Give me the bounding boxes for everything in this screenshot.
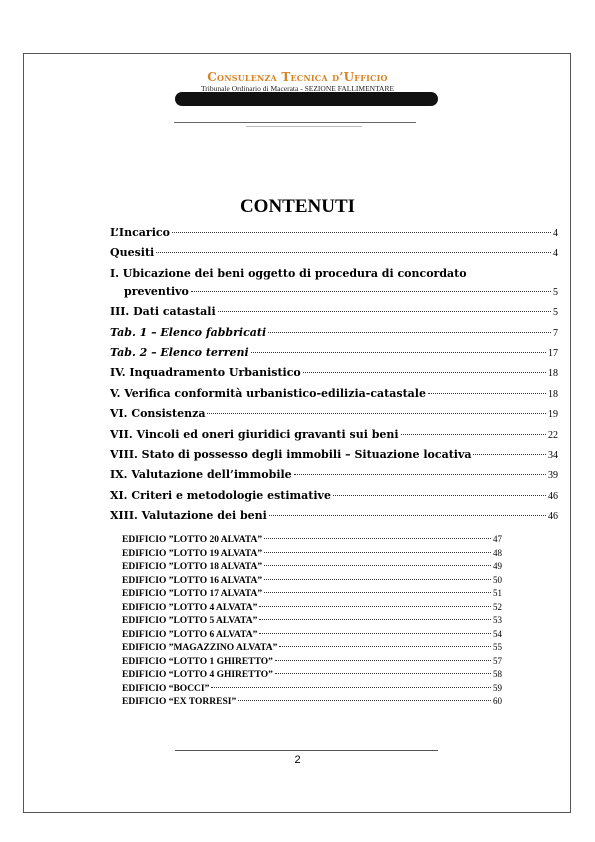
leader-dots (264, 552, 491, 553)
toc-entry[interactable] (110, 468, 558, 488)
subentry-page: 54 (493, 628, 502, 639)
toc-entry-page: 5 (553, 307, 558, 319)
subentry[interactable] (122, 683, 502, 697)
leader-dots (218, 311, 551, 312)
subentry[interactable] (122, 696, 502, 710)
leader-dots (259, 606, 491, 607)
toc-entry-page: 46 (548, 511, 558, 523)
toc-entry-label: VII. Vincoli ed oneri giuridici gravanti sui beni (110, 427, 399, 441)
leader-dots (207, 413, 546, 414)
subentry[interactable] (122, 575, 502, 589)
toc-entry-page: 4 (553, 248, 558, 260)
subentry-label: EDIFICIO “EX TORRESI” (122, 697, 237, 707)
subentry-label: EDIFICIO ”LOTTO 20 ALVATA” (122, 535, 263, 545)
subentry-page: 59 (493, 682, 502, 693)
toc-entry[interactable] (110, 407, 558, 427)
header-subtitle: Tribunale Ordinario di Macerata - SEZIONE FALLIMENTARE (200, 84, 395, 93)
toc-entry[interactable] (110, 366, 558, 386)
toc-entry-label: Tab. 1 – Elenco fabbricati (110, 325, 267, 339)
toc-entry-label: III. Dati catastali (110, 305, 216, 319)
toc-entry-page: 17 (548, 347, 558, 359)
toc-entry-page: 18 (548, 368, 558, 380)
leader-dots (268, 332, 551, 333)
toc-entry-label: IV. Inquadramento Urbanistico (110, 366, 301, 380)
leader-dots (303, 372, 546, 373)
subentry[interactable] (122, 642, 502, 656)
toc-entry[interactable] (110, 285, 558, 305)
leader-dots (264, 592, 491, 593)
footer-rule (175, 750, 438, 751)
subentry-page: 53 (493, 615, 502, 625)
leader-dots (264, 538, 491, 539)
subentry[interactable] (122, 548, 502, 562)
toc-entry-label: L’Incarico (110, 226, 170, 239)
subentry-page: 52 (493, 601, 502, 612)
subentry-label: EDIFICIO “BOCCI” (122, 683, 210, 694)
subentry[interactable] (122, 615, 502, 629)
toc-entry-label: XI. Criteri e metodologie estimative (110, 488, 331, 502)
subentry-page: 60 (493, 696, 502, 706)
subentry-label: EDIFICIO ”MAGAZZINO ALVATA” (122, 643, 278, 653)
subentry-label: EDIFICIO ”LOTTO 5 ALVATA” (122, 616, 258, 626)
toc-entry-page: 46 (548, 490, 558, 502)
leader-dots (473, 454, 546, 455)
subentry-page: 58 (493, 669, 502, 679)
leader-dots (269, 515, 546, 516)
leader-dots (401, 434, 546, 435)
toc-entry-page: 5 (553, 286, 558, 298)
leader-dots (211, 687, 491, 688)
subentries-list (122, 534, 502, 710)
leader-dots (251, 352, 546, 353)
toc-entry-label: Quesiti (110, 246, 155, 260)
toc-entry-label: VI. Consistenza (110, 407, 206, 421)
subentry[interactable] (122, 629, 502, 643)
toc-entry-page: 19 (548, 409, 558, 421)
toc-entry-label: Tab. 2 – Elenco terreni (110, 345, 249, 359)
toc-entry[interactable] (110, 226, 558, 246)
header-bar (175, 92, 438, 106)
leader-dots (259, 633, 491, 634)
subentry-page: 47 (493, 534, 502, 544)
subentry-label: EDIFICIO ”LOTTO 16 ALVATA” (122, 575, 263, 586)
leader-dots (259, 619, 491, 620)
subentry-label: EDIFICIO “LOTTO 1 GHIRETTO” (122, 656, 273, 667)
subentry-label: EDIFICIO ”LOTTO 18 ALVATA” (122, 562, 263, 572)
table-of-contents (110, 226, 558, 529)
header-rule (174, 122, 416, 123)
toc-entry-page: 7 (553, 327, 558, 339)
toc-entry[interactable] (110, 428, 558, 448)
toc-entry-label: IX. Valutazione dell’immobile (110, 468, 292, 482)
subentry[interactable] (122, 669, 502, 683)
toc-entry-label: XIII. Valutazione dei beni (110, 509, 267, 523)
subentry-label: EDIFICIO ”LOTTO 6 ALVATA” (122, 629, 258, 640)
leader-dots (264, 565, 491, 566)
subentry-label: EDIFICIO ”LOTTO 17 ALVATA” (122, 589, 263, 599)
subentry-page: 55 (493, 642, 502, 652)
leader-dots (279, 646, 491, 647)
toc-entry-page: 22 (548, 429, 558, 441)
subentry[interactable] (122, 656, 502, 670)
toc-entry[interactable] (110, 305, 558, 325)
subentry-label: EDIFICIO ”LOTTO 19 ALVATA” (122, 548, 263, 559)
subentry-label: EDIFICIO “LOTTO 4 GHIRETTO” (122, 670, 273, 680)
toc-entry-label: V. Verifica conformità urbanistico-edilizia-catastale (110, 386, 426, 400)
toc-entry[interactable] (110, 267, 558, 285)
toc-entry-page: 39 (548, 470, 558, 482)
leader-dots (294, 474, 546, 475)
subentry-page: 57 (493, 655, 502, 666)
toc-entry[interactable] (110, 448, 558, 468)
subentry-page: 51 (493, 588, 502, 598)
toc-entry-page: 4 (553, 228, 558, 239)
leader-dots (172, 232, 551, 233)
subentry[interactable] (122, 561, 502, 575)
leader-dots (428, 393, 546, 394)
header-rule-short (246, 126, 362, 127)
subentry[interactable] (122, 588, 502, 602)
subentry-page: 50 (493, 574, 502, 585)
leader-dots (191, 291, 551, 292)
toc-entry-page: 34 (548, 449, 558, 461)
toc-entry[interactable] (110, 489, 558, 509)
toc-entry[interactable] (110, 326, 558, 346)
page-number: 2 (294, 754, 301, 766)
leader-dots (275, 673, 491, 674)
subentry[interactable] (122, 602, 502, 616)
leader-dots (156, 252, 551, 253)
leader-dots (333, 495, 546, 496)
page-title: CONTENUTI (239, 196, 356, 217)
toc-entry[interactable] (110, 246, 558, 266)
toc-entry-label: VIII. Stato di possesso degli immobili – Situazione locativa (110, 447, 472, 461)
toc-entry[interactable] (110, 387, 558, 407)
subentry[interactable] (122, 534, 502, 548)
toc-entry-page: 18 (548, 388, 558, 400)
leader-dots (275, 660, 491, 661)
toc-entry-label: preventivo (124, 284, 189, 298)
leader-dots (264, 579, 491, 580)
header-title: Consulenza Tecnica d’Ufficio (207, 70, 388, 84)
subentry-page: 49 (493, 561, 502, 571)
subentry-label: EDIFICIO ”LOTTO 4 ALVATA” (122, 602, 258, 613)
leader-dots (238, 700, 491, 701)
subentry-page: 48 (493, 547, 502, 558)
toc-entry[interactable] (110, 346, 558, 366)
toc-entry-label: I. Ubicazione dei beni oggetto di procedura di concordato (110, 266, 467, 280)
toc-entry[interactable] (110, 509, 558, 529)
